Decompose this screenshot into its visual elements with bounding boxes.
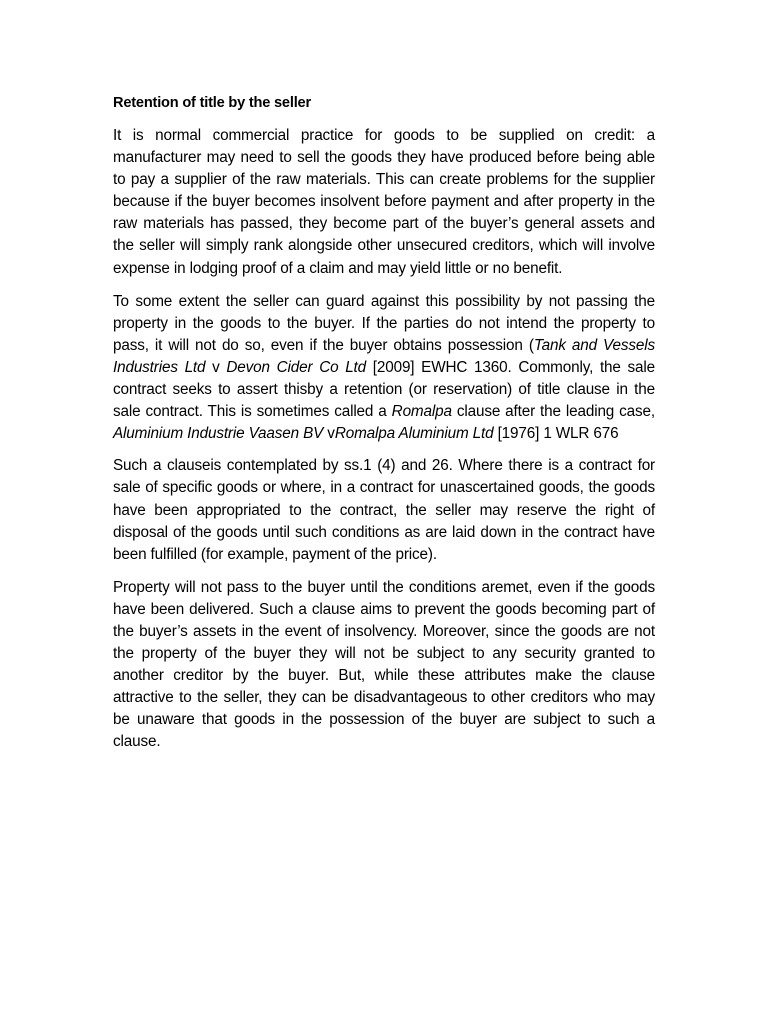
section-heading: Retention of title by the seller [113,95,311,111]
paragraph-3: Such a clauseis contemplated by ss.1 (4) and 26. Where there is a contract for sale of specific goods or where, in a contract for unascertained goods, the goods have been appropriated to the contract, the seller may reserve the right of disposal of the goods until such conditions as are laid down in the contract have been fulfilled (for example, payment of the price). [113,457,655,563]
paragraph-2-text-c: clause after the leading case, [451,403,655,421]
case-name-devon-cider: Devon Cider Co Ltd [226,358,367,376]
paragraph-2-text-b: [2009] EWHC 1360. Commonly, the sale contract seeks to assert thisby a retention (or reservation) of title clause in the sale contract. This is sometimes called a [113,358,655,421]
paragraph-2 [113,291,655,446]
document-page [113,92,655,765]
paragraph-2-text-a: To some extent the seller can guard against this possibility by not passing the property in the goods to the buyer. If the parties do not intend the property to pass, it will not do so, even if the buyer obtains possession ( [113,292,655,354]
paragraph-2-citation: [1976] 1 WLR 676 [493,425,619,443]
romalpa-term: Romalpa [391,403,452,421]
paragraph-1: It is normal commercial practice for goods to be supplied on credit: a manufacturer may need to sell the goods they have produced before being able to pay a supplier of the raw materials. This can create problems for the supplier because if the buyer becomes insolvent before payment and after property in the raw materials has passed, they become part of the buyer’s general assets and the seller will simply rank alongside other unsecured creditors, which will involve expense in lodging proof of a claim and may yield little or no benefit. [113,127,655,277]
versus-text-2: v [323,425,335,443]
paragraph-4: Property will not pass to the buyer until the conditions aremet, even if the goods have been delivered. Such a clause aims to prevent the goods becoming part of the buyer’s assets in the event of insolvency. Moreover, since the goods are not the property of the buyer they will not be subject to any security granted to another creditor by the buyer. But, while these attributes make the clause attractive to the seller, they can be disadvantageous to other creditors who may be unaware that goods in the possession of the buyer are subject to such a clause. [113,578,655,751]
case-name-tank-and-vessels: Tank and Vessels Industries Ltd [113,336,655,376]
versus-text: v [205,358,227,376]
case-name-romalpa-aluminium: Romalpa Aluminium Ltd [334,425,494,443]
case-name-aluminium-industrie: Aluminium Industrie Vaasen BV [113,425,324,443]
